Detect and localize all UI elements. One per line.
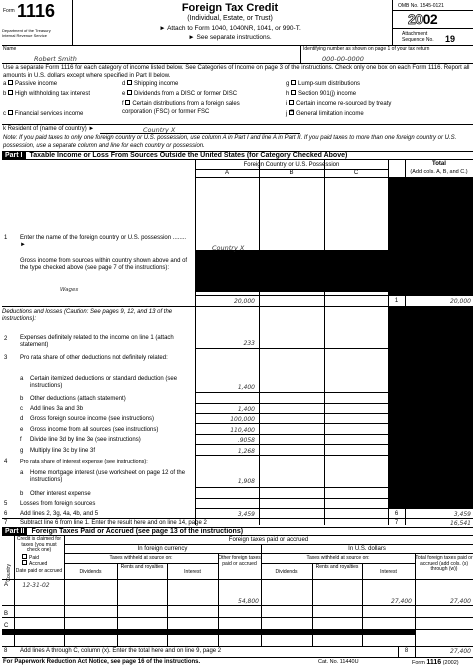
dept-line1: Department of the Treasury: [2, 28, 51, 33]
line1-desc: Gross income from sources within country shown above and of the type checked above (see page 7 of the instructions):: [20, 258, 188, 272]
name-value[interactable]: Robert Smith: [34, 55, 77, 63]
line3g-label: Multiply line 3c by line 3f: [30, 448, 96, 454]
dept-line2: Internal Revenue Service: [2, 33, 47, 38]
wages-label: Wages: [60, 287, 79, 293]
col-c: C: [353, 170, 359, 176]
row-a-total[interactable]: 27,400: [450, 598, 471, 605]
form-label: Form: [3, 8, 15, 14]
line3d-label: Gross foreign source income (see instructions): [30, 416, 155, 422]
tax-year: 2002: [408, 11, 438, 27]
category-e[interactable]: e Dividends from a DISC or former DISC: [122, 91, 238, 98]
line4-label: Pro rata share of interest expense (see instructions):: [20, 459, 148, 465]
category-b[interactable]: b High withholding tax interest: [3, 91, 91, 98]
col-total-us: Total foreign taxes paid or accrued (add cols. (s) through (w)): [415, 555, 473, 573]
line3b-label: Other deductions (attach statement): [30, 396, 126, 402]
paid-checkbox[interactable]: [22, 554, 27, 559]
category-f[interactable]: f Certain distributions from a foreign sales corporation (FSC) or former FSC: [122, 101, 240, 115]
line5-label: Losses from foreign sources: [20, 501, 96, 507]
accrued-option[interactable]: Accrued: [22, 561, 47, 567]
checkbox-i[interactable]: [289, 100, 294, 105]
line7-total[interactable]: 16,541: [450, 520, 471, 527]
row-a-other-foreign[interactable]: 54,800: [238, 598, 259, 605]
line3c-label: Add lines 3a and 3b: [30, 406, 84, 412]
checkbox-j[interactable]: [289, 110, 294, 115]
line8-label: Add lines A through C, column (x). Enter the total here and on line 9, page 2: [20, 648, 222, 654]
col-interest-us: Interest: [380, 569, 397, 575]
col-other-f: Other foreign taxes paid or accrued: [218, 555, 261, 567]
col-dividends-us: Dividends: [275, 569, 298, 575]
line2-col-a[interactable]: 233: [243, 340, 255, 347]
omb-number: OMB No. 1545-0121: [398, 3, 444, 9]
checkbox-d[interactable]: [127, 80, 132, 85]
checkbox-c[interactable]: [8, 110, 13, 115]
line3g-col-a[interactable]: 1,268: [237, 448, 255, 455]
line1-name-label: Enter the name of the foreign country or U.S. possession ........ ►: [20, 235, 187, 249]
line3f-col-a[interactable]: .9058: [237, 437, 255, 444]
line3d-col-a[interactable]: 100,000: [230, 416, 255, 423]
col-b: B: [289, 170, 294, 176]
accrued-checkbox[interactable]: [22, 560, 27, 565]
line3e-col-a[interactable]: 110,400: [230, 427, 255, 434]
col-a: A: [224, 170, 229, 176]
deductions-intro: Deductions and losses (Caution: See pages 9, 12, and 13 of the instructions):: [2, 309, 173, 323]
part1-header: Part I Taxable Income or Loss From Sources Outside the United States (for Category Checked Above): [2, 151, 473, 160]
intro-text: Use a separate Form 1116 for each category of income listed below. See Categories of Income on page 3 of the instructions. Check only one box on each Form 1116. Report all amounts in U.S. dollars except where specified in Part II below.: [3, 65, 470, 79]
line1-total[interactable]: 20,000: [450, 298, 471, 305]
attach-line: ► Attach to Form 1040, 1040NR, 1041, or 990-T.: [159, 25, 301, 32]
resident-label: k Resident of (name of country) ►: [3, 126, 95, 132]
country-a[interactable]: Country X: [212, 244, 245, 252]
form-title: Foreign Tax Credit: [181, 2, 279, 14]
line3f-label: Divide line 3d by line 3e (see instructions): [30, 437, 141, 443]
col-group-header: Foreign Country or U.S. Possession: [243, 162, 340, 168]
line1-col-a[interactable]: 20,000: [234, 298, 255, 305]
line4a-col-a[interactable]: 1,908: [237, 478, 255, 485]
line3-label: Pro rata share of other deductions not definitely related:: [20, 355, 168, 361]
col-rents-f: Rents and royalties: [120, 564, 164, 570]
credit-claimed-label: Credit is claimed for taxes (you must check one): [16, 536, 62, 554]
category-i[interactable]: i Certain income re-sourced by treaty: [286, 101, 392, 108]
resident-value[interactable]: Country X: [143, 126, 176, 134]
category-j[interactable]: j × General limitation income: [286, 111, 364, 117]
in-foreign-currency: In foreign currency: [137, 546, 188, 552]
row-a-other-us[interactable]: 27,400: [391, 598, 412, 605]
checkbox-e[interactable]: [127, 90, 132, 95]
line4a-label: Home mortgage interest (use worksheet on page 12 of the instructions): [30, 470, 186, 484]
category-h[interactable]: h Section 901(j) income: [286, 91, 357, 98]
form-number: 1116: [17, 1, 56, 21]
attachment-label: Attachment: [402, 31, 428, 37]
checkbox-f[interactable]: [125, 100, 130, 105]
line3a-label: Certain itemized deductions or standard deduction (see instructions): [30, 376, 178, 390]
total-sub: (Add cols. A, B, and C.): [410, 169, 468, 175]
country-col: Country: [6, 564, 13, 582]
id-value[interactable]: 000-00-0000: [322, 55, 364, 63]
in-us-dollars: In U.S. dollars: [348, 546, 386, 552]
category-g[interactable]: g Lump-sum distributions: [286, 81, 361, 88]
col-dividends-f: Dividends: [79, 569, 102, 575]
category-d[interactable]: d Shipping income: [122, 81, 179, 88]
line3a-col-a[interactable]: 1,400: [237, 384, 255, 391]
line7-label: Subtract line 6 from line 1. Enter the result here and on line 14, page 2: [20, 520, 207, 526]
footer-notice: For Paperwork Reduction Act Notice, see page 16 of the instructions.: [3, 659, 201, 665]
foreign-taxes-header: Foreign taxes paid or accrued: [228, 537, 309, 543]
footer-cat: Cat. No. 11440U: [318, 659, 359, 665]
line8-total[interactable]: 27,400: [450, 648, 471, 655]
line3e-label: Gross income from all sources (see instructions): [30, 427, 159, 433]
checkbox-g[interactable]: [291, 80, 296, 85]
footer-form: Form 1116 (2002): [412, 659, 459, 666]
line6-total[interactable]: 3,459: [453, 511, 471, 518]
total-label: Total: [432, 161, 446, 167]
paid-option[interactable]: Paid: [22, 555, 39, 561]
instructions-line: ► See separate instructions.: [188, 34, 272, 41]
line6-label: Add lines 2, 3g, 4a, 4b, and 5: [20, 511, 99, 517]
part2-header: Part II Foreign Taxes Paid or Accrued (see page 13 of the instructions): [2, 527, 473, 536]
note-text: Note: If you paid taxes to only one foreign country or U.S. possession, use column A in Part I and line A in Part II. If you paid taxes to more than one foreign country or U.S. possession, use a separate column and line for each country or possession.: [3, 135, 457, 149]
sequence-label: Sequence No.: [402, 37, 434, 43]
name-label: Name: [3, 46, 17, 52]
line2-label: Expenses definitely related to the income on line 1 (attach statement): [20, 335, 174, 349]
category-c[interactable]: c Financial services income: [3, 111, 84, 118]
date-label: Date paid or accrued: [15, 568, 63, 574]
form-subtitle: (Individual, Estate, or Trust): [187, 15, 273, 22]
col-rents-us: Rents and royalties: [315, 564, 359, 570]
sequence-number: 19: [445, 34, 456, 44]
checkbox-h[interactable]: [291, 90, 296, 95]
checkbox-b[interactable]: [8, 90, 13, 95]
checkbox-a[interactable]: [8, 80, 13, 85]
line4b-label: Other interest expense: [30, 491, 91, 497]
id-label: Identifying number as shown on page 1 of your tax return: [303, 46, 430, 52]
withheld-us: Taxes withheld at source on:: [306, 555, 370, 561]
line6-col-a[interactable]: 3,459: [237, 511, 255, 518]
line3c-col-a[interactable]: 1,400: [237, 406, 255, 413]
withheld-foreign: Taxes withheld at source on:: [109, 555, 173, 561]
row-a-date[interactable]: 12-31-02: [22, 582, 50, 589]
category-a[interactable]: a Passive income: [3, 81, 58, 88]
col-interest-f: Interest: [184, 569, 201, 575]
